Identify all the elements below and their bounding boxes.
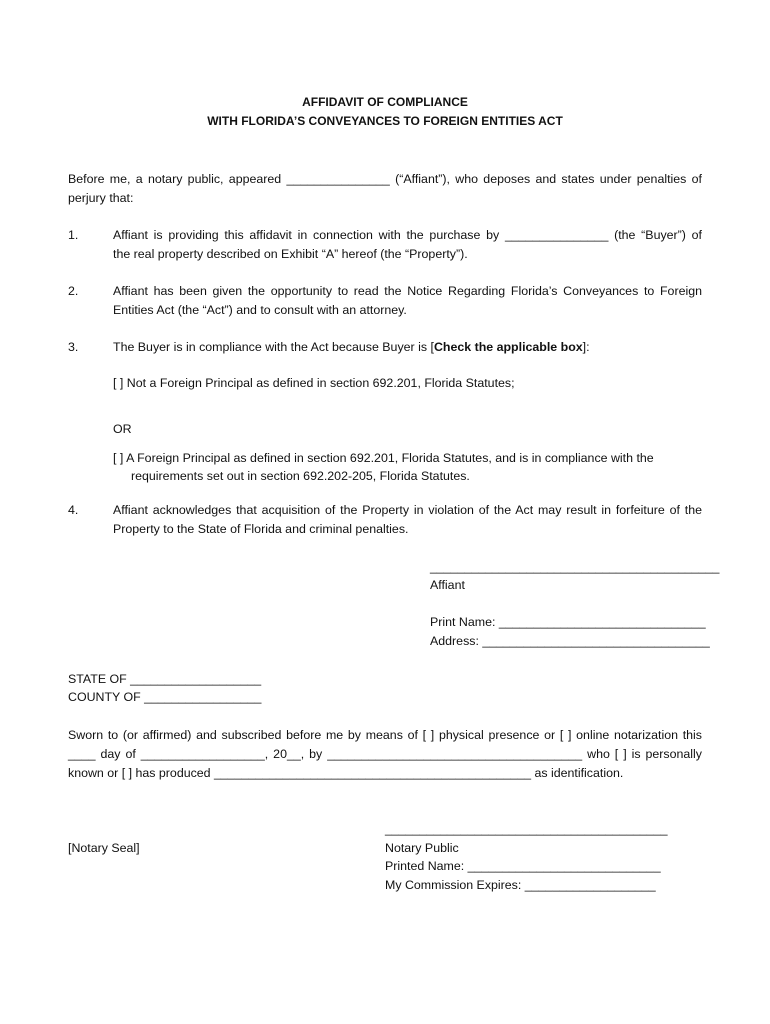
item-4-line-1: Affiant acknowledges that acquisition of the Property in violation of the Act may result in forfeiture of the — [113, 503, 702, 517]
item-4-number: 4. — [68, 503, 79, 517]
document-title-line-2: WITH FLORIDA’S CONVEYANCES TO FOREIGN ENTITIES ACT — [207, 114, 563, 128]
item-2-paragraph — [113, 282, 702, 320]
affiant-label: Affiant — [430, 578, 465, 592]
item-4-paragraph — [113, 501, 702, 539]
state-of-field[interactable]: STATE OF ___________________ — [68, 672, 262, 686]
item-2-line-1: Affiant has been given the opportunity to read the Notice Regarding Florida’s Conveyances to Foreign — [113, 284, 702, 298]
checkbox-option-not-foreign-principal[interactable]: [ ] Not a Foreign Principal as defined in section 692.201, Florida Statutes; — [113, 376, 515, 390]
item-1-number: 1. — [68, 228, 79, 242]
affiant-signature-line[interactable]: __________________________________________ — [430, 560, 720, 574]
affiant-address-field[interactable]: Address: _________________________________ — [430, 634, 710, 648]
item-2-number: 2. — [68, 284, 79, 298]
intro-line-1: Before me, a notary public, appeared _______________ (“Affiant”), who deposes and states under penalties of — [68, 172, 702, 186]
item-1-paragraph — [113, 226, 702, 264]
affiant-print-name-field[interactable]: Print Name: ______________________________ — [430, 615, 706, 629]
item-3-number: 3. — [68, 340, 79, 354]
item-3-text-bold: Check the applicable box — [433, 340, 583, 354]
county-of-field[interactable]: COUNTY OF _________________ — [68, 690, 262, 704]
item-1-line-1: Affiant is providing this affidavit in connection with the purchase by _______________ (the “Buyer”) of — [113, 228, 702, 242]
option-foreign-principal-line-2: requirements set out in section 692.202-205, Florida Statutes. — [131, 469, 470, 483]
jurat-line-2: ____ day of __________________, 20__, by _____________________________________ who [ ] is personally — [68, 747, 702, 761]
jurat-paragraph — [68, 726, 702, 783]
notary-seal-label: [Notary Seal] — [68, 841, 140, 855]
or-separator: OR — [113, 422, 132, 436]
notary-public-label: Notary Public — [385, 841, 459, 855]
item-3-text-post: ]: — [582, 340, 590, 354]
item-3-line-1 — [113, 338, 590, 357]
notary-commission-expires-field[interactable]: My Commission Expires: ___________________ — [385, 878, 656, 892]
notary-printed-name-field[interactable]: Printed Name: ____________________________ — [385, 859, 661, 873]
intro-line-2: perjury that: — [68, 191, 134, 205]
item-3-text-pre: The Buyer is in compliance with the Act because Buyer is [ — [113, 340, 434, 354]
checkbox-option-foreign-principal[interactable]: [ ] A Foreign Principal as defined in section 692.201, Florida Statutes, and is in compliance with the — [113, 451, 654, 465]
jurat-line-1: Sworn to (or affirmed) and subscribed before me by means of [ ] physical presence or [ ] online notarization this — [68, 728, 702, 742]
intro-paragraph — [68, 170, 702, 208]
notary-signature-line[interactable]: _________________________________________ — [385, 822, 668, 836]
item-2-line-2: Entities Act (the “Act”) and to consult with an attorney. — [113, 303, 407, 317]
item-1-line-2: the real property described on Exhibit “A” hereof (the “Property”). — [113, 247, 468, 261]
document-title-line-1: AFFIDAVIT OF COMPLIANCE — [302, 95, 468, 109]
jurat-line-3: known or [ ] has produced ______________________________________________ as identification. — [68, 766, 624, 780]
item-4-line-2: Property to the State of Florida and criminal penalties. — [113, 522, 409, 536]
